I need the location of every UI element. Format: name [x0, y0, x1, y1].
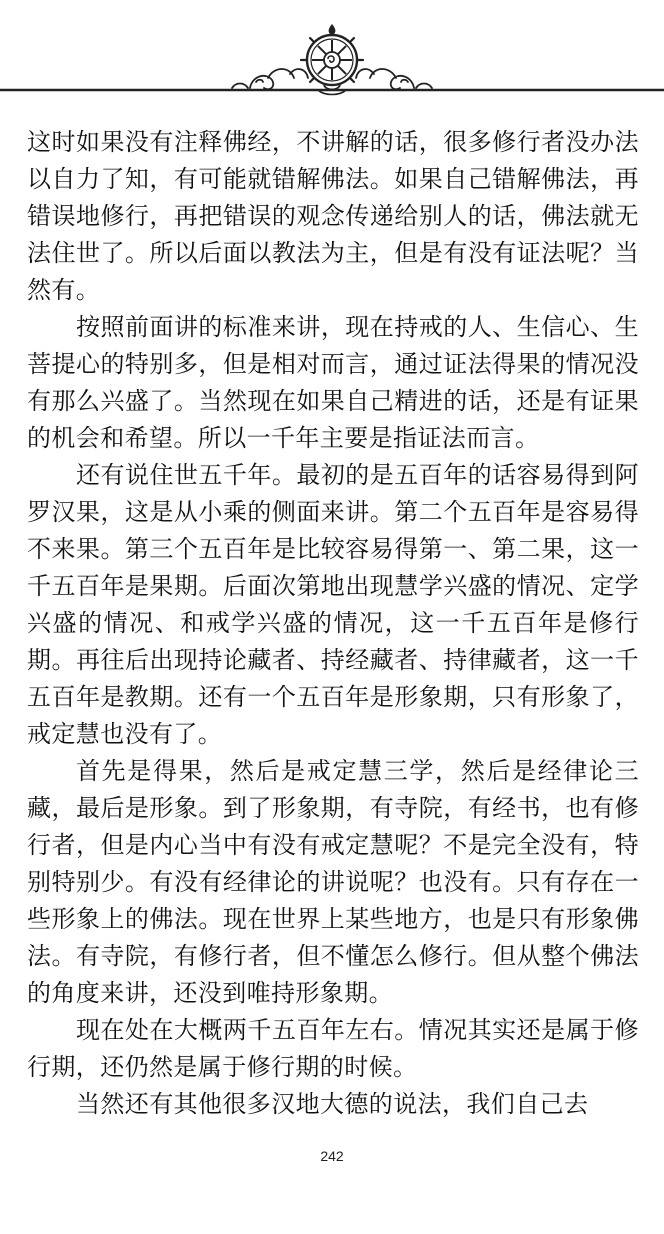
body-text [27, 124, 639, 1123]
paragraph-3: 还有说住世五千年。最初的是五百年的话容易得到阿罗汉果，这是从小乘的侧面来讲。第二个五百年是容易得不来果。第三个五百年是比较容易得第一、第二果，这一千五百年是果期。后面次第地出现慧学兴盛的情况、定学兴盛的情况、和戒学兴盛的情况，这一千五百年是修行期。再往后出现持论藏者、持经藏者、持律藏者，这一千五百年是教期。还有一个五百年是形象期，只有形象了，戒定慧也没有了。 [27, 461, 639, 748]
dharma-wheel-icon [0, 22, 664, 108]
paragraph-6: 当然还有其他很多汉地大德的说法，我们自己去 [76, 1090, 589, 1118]
paragraph-5: 现在处在大概两千五百年左右。情况其实还是属于修行期，还仍然是属于修行期的时候。 [27, 1016, 639, 1081]
paragraph-2: 按照前面讲的标准来讲，现在持戒的人、生信心、生菩提心的特别多，但是相对而言，通过证法得果的情况没有那么兴盛了。当然现在如果自己精进的话，还是有证果的机会和希望。所以一千年主要是指证法而言。 [27, 313, 639, 452]
paragraph-4: 首先是得果，然后是戒定慧三学，然后是经律论三藏，最后是形象。到了形象期，有寺院，有经书，也有修行者，但是内心当中有没有戒定慧呢？不是完全没有，特别特别少。有没有经律论的讲说呢？也没有。只有存在一些形象上的佛法。现在世界上某些地方，也是只有形象佛法。有寺院，有修行者，但不懂怎么修行。但从整个佛法的角度来讲，还没到唯持形象期。 [27, 757, 639, 1007]
page-number: 242 [320, 1148, 344, 1164]
paragraph-1: 这时如果没有注释佛经，不讲解的话，很多修行者没办法以自力了知，有可能就错解佛法。如果自己错解佛法，再错误地修行，再把错误的观念传递给别人的话，佛法就无法住世了。所以后面以教法为主，但是有没有证法呢？当然有。 [27, 128, 639, 304]
